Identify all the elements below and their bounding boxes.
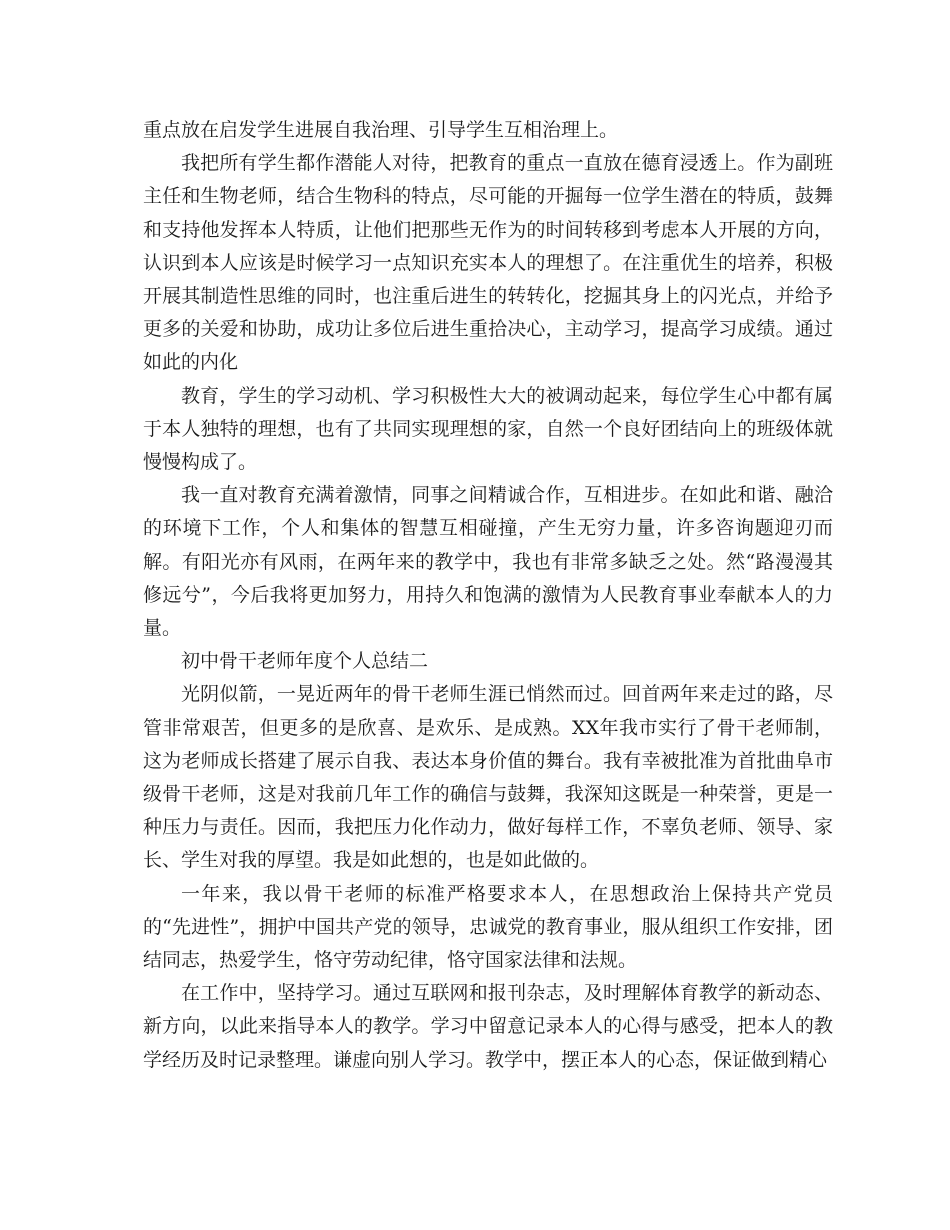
section-heading: 初中骨干老师年度个人总结二 — [181, 650, 429, 673]
paragraph-moral-education: 我把所有学生都作潜能人对待，把教育的重点一直放在德育浸透上。作为副班主任和生物老师，结合生物科的特点，尽可能的开掘每一位学生潜在的特质，鼓舞和支持他发挥本人特质，让他们把那些无作为的时间转移到考虑本人开展的方向，认识到本人应该是时候学习一点知识充实本人的理想了。在注重优生的培养，积极开展其制造性思维的同时，也注重后进生的转转化，挖掘其身上的闪光点，并给予更多的关爱和协助，成功让多位后进生重拾决心，主动学习，提高学习成绩。通过如此的内化 — [143, 152, 833, 374]
paragraph-teamwork: 我一直对教育充满着激情，同事之间精诚合作，互相进步。在如此和谐、融洽的环境下工作，个人和集体的智慧互相碰撞，产生无穷力量，许多咨询题迎刃而解。有阳光亦有风雨，在两年来的教学中，我也有非常多缺乏之处。然“路漫漫其修远兮”，今后我将更加努力，用持久和饱满的激情为人民教育事业奉献本人的力量。 — [143, 484, 833, 640]
paragraph-political-standards: 一年来，我以骨干老师的标准严格要求本人，在思想政治上保持共产党员的“先进性”，拥护中国共产党的领导，忠诚党的教育事业，服从组织工作安排，团结同志，热爱学生，恪守劳动纪律，恪守国家法律和法规。 — [143, 882, 833, 972]
paragraph-continuation: 重点放在启发学生进展自我治理、引导学生互相治理上。 — [143, 119, 619, 141]
paragraph-career-review: 光阴似箭，一晃近两年的骨干老师生涯已悄然而过。回首两年来走过的路，尽管非常艰苦，但更多的是欣喜、是欢乐、是成熟。XX年我市实行了骨干老师制，这为老师成长搭建了展示自我、表达本身价值的舞台。我有幸被批准为首批曲阜市级骨干老师，这是对我前几年工作的确信与鼓舞，我深知这既是一种荣誉，更是一种压力与责任。因而，我把压力化作动力，做好每样工作，不辜负老师、领导、家长、学生对我的厚望。我是如此想的，也是如此做的。 — [143, 683, 833, 872]
document-page — [143, 114, 833, 1077]
paragraph-class-building: 教育，学生的学习动机、学习积极性大大的被调动起来，每位学生心中都有属于本人独特的理想，也有了共同实现理想的家，自然一个良好团结向上的班级体就慢慢构成了。 — [143, 384, 833, 474]
paragraph-continuous-learning: 在工作中，坚持学习。通过互联网和报刊杂志，及时理解体育教学的新动态、新方向，以此来指导本人的教学。学习中留意记录本人的心得与感受，把本人的教学经历及时记录整理。谦虚向别人学习。教学中，摆正本人的心态，保证做到精心 — [143, 982, 833, 1071]
